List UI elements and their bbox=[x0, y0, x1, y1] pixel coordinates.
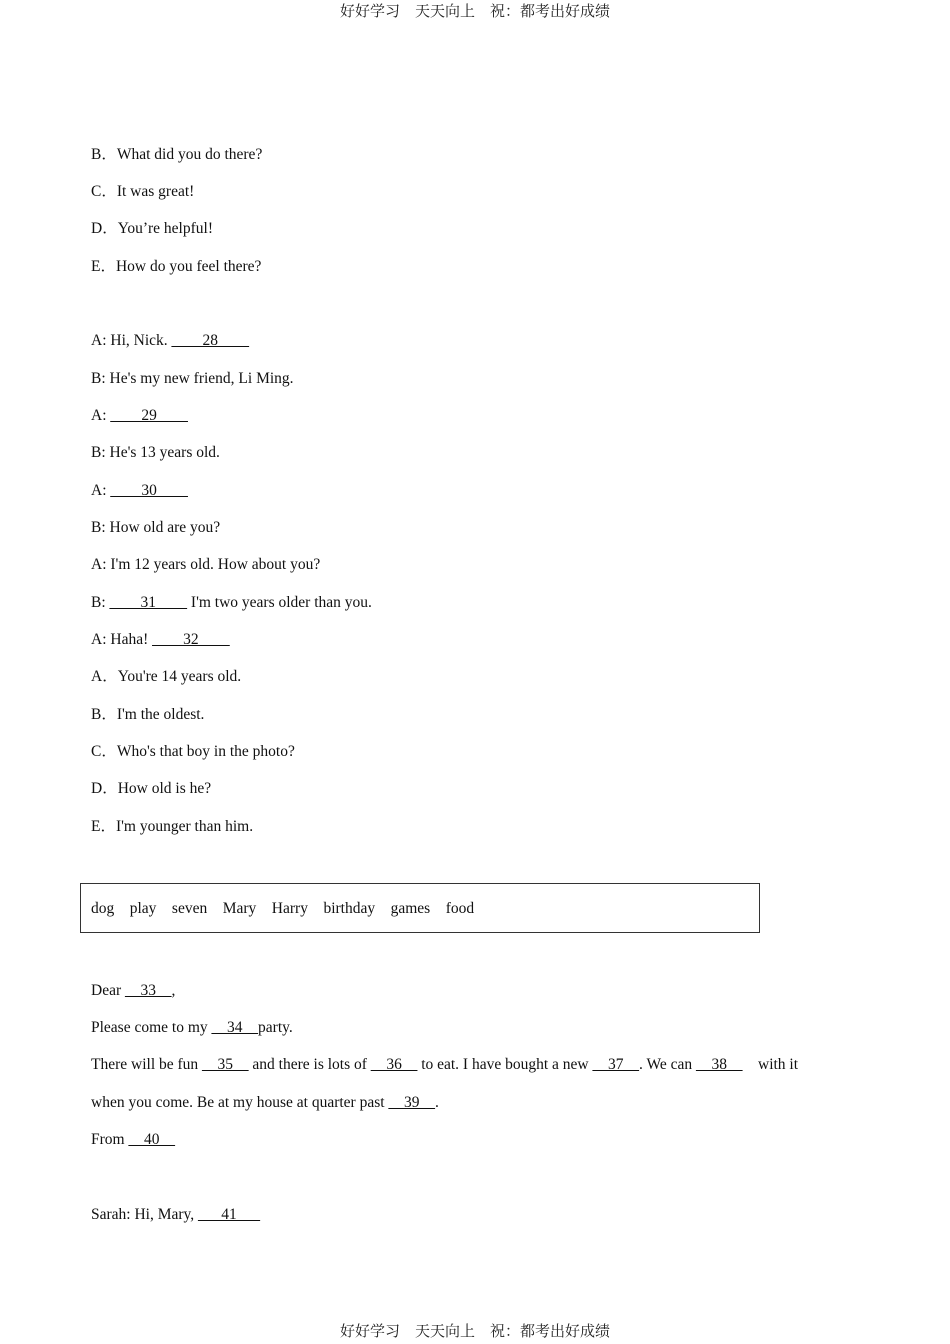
dialogue-line: A: Haha! ____32____ bbox=[91, 631, 230, 648]
word-bank-words: dog play seven Mary Harry birthday games food bbox=[91, 900, 475, 917]
blank-33: __33__ bbox=[125, 982, 172, 999]
blank-32: ____32____ bbox=[152, 631, 230, 648]
blank-29: ____29____ bbox=[110, 407, 188, 424]
page-footer: 好好学习 天天向上 祝：都考出好成绩 bbox=[339, 1322, 610, 1340]
page-header: 好好学习 天天向上 祝：都考出好成绩 bbox=[339, 2, 610, 20]
dialogue-line: A: Hi, Nick. ____28____ bbox=[91, 332, 250, 349]
blank-30: ____30____ bbox=[110, 482, 188, 499]
blank-31: ____31____ bbox=[109, 594, 188, 611]
blank-35: __35__ bbox=[202, 1056, 249, 1073]
letter-signoff: From __40__ bbox=[91, 1131, 175, 1148]
letter-line: when you come. Be at my house at quarter past __39__. bbox=[91, 1094, 439, 1111]
blank-38: __38__ bbox=[696, 1056, 743, 1073]
letter-line: There will be fun __35__ and there is lots of __36__ to eat. I have bought a new __37__. We can __38__ with it bbox=[91, 1056, 799, 1073]
option-b: B．What did you do there? bbox=[91, 146, 263, 163]
dialogue-line: A: ____29____ bbox=[91, 407, 188, 424]
blank-39: __39__ bbox=[388, 1094, 435, 1111]
blank-37: __37__ bbox=[592, 1056, 639, 1073]
option-d: D．How old is he? bbox=[91, 780, 212, 797]
blank-40: __40__ bbox=[128, 1131, 175, 1148]
blank-36: __36__ bbox=[370, 1056, 418, 1073]
dialogue-line: A: ____30____ bbox=[91, 482, 188, 499]
option-a: A．You're 14 years old. bbox=[91, 668, 242, 685]
option-d: D．You’re helpful! bbox=[91, 220, 213, 237]
blank-28: ____28____ bbox=[171, 332, 250, 349]
option-c: C．It was great! bbox=[91, 183, 195, 200]
option-e: E．I'm younger than him. bbox=[91, 818, 254, 835]
option-e: E．How do you feel there? bbox=[91, 258, 262, 275]
option-b: B．I'm the oldest. bbox=[91, 706, 205, 723]
dialogue-line: B: He's my new friend, Li Ming. bbox=[91, 370, 294, 387]
dialogue-line: Sarah: Hi, Mary, ___41___ bbox=[91, 1206, 261, 1223]
blank-41: ___41___ bbox=[198, 1206, 261, 1223]
option-c: C．Who's that boy in the photo? bbox=[91, 743, 295, 760]
dialogue-line: B: ____31____ I'm two years older than you. bbox=[91, 594, 372, 611]
blank-34: __34__ bbox=[211, 1019, 259, 1036]
letter-line: Please come to my __34__party. bbox=[91, 1019, 293, 1036]
dialogue-line: B: He's 13 years old. bbox=[91, 444, 220, 461]
letter-greeting: Dear __33__, bbox=[91, 982, 176, 999]
dialogue-line: B: How old are you? bbox=[91, 519, 221, 536]
dialogue-line: A: I'm 12 years old. How about you? bbox=[91, 556, 321, 573]
word-bank-box bbox=[80, 883, 760, 933]
